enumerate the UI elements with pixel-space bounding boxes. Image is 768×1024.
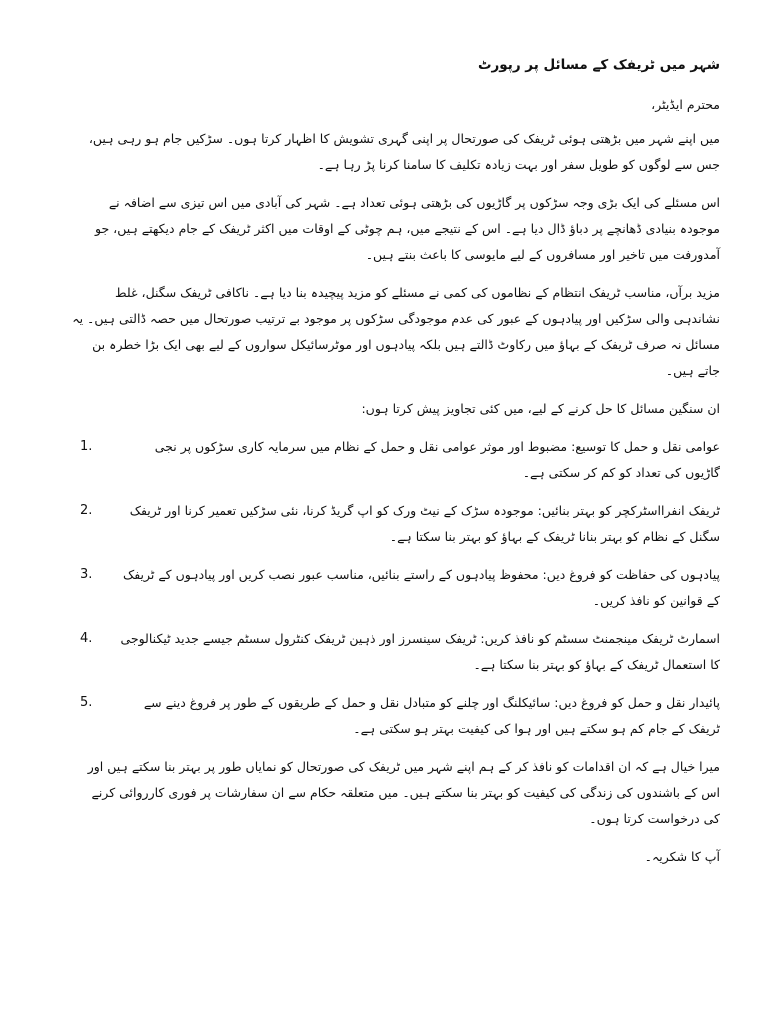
document-page [72,52,720,870]
suggestion-item-1 [72,434,720,486]
suggestion-item-3 [72,562,720,614]
suggestion-number: 5. [80,695,93,710]
suggestion-text: پائیدار نقل و حمل کو فروغ دیں: سائیکلنگ اور چلنے کو متبادل نقل و حمل کے طریقوں کے طور پر فروغ دینے سے ٹریفک کے جام کم ہو سکتے ہیں اور ہوا کی کیفیت بہتر ہو سکتی ہے۔ [143,695,720,736]
suggestion-number: 4. [80,631,93,646]
suggestions-intro: ان سنگین مسائل کا حل کرنے کے لیے، میں کئی تجاویز پیش کرتا ہوں: [361,401,720,416]
suggestion-item-5 [72,690,720,742]
suggestion-number: 1. [80,439,93,454]
salutation: محترم ایڈیٹر، [651,97,720,112]
closing-line: آپ کا شکریہ۔ [644,849,720,864]
suggestion-text: ٹریفک انفرااسٹرکچر کو بہتر بنائیں: موجودہ سڑک کے نیٹ ورک کو اپ گریڈ کرنا، نئی سڑکیں تعمیر کرنا اور ٹریفک سگنل کے نظام کو بہتر بنانا ٹریفک کے بہاؤ کو بہتر بنا سکتا ہے۔ [129,503,720,544]
conclusion-paragraph: میرا خیال ہے کہ ان اقدامات کو نافذ کر کے ہم اپنے شہر میں ٹریفک کی صورتحال کو نمایاں طور پر بہتر بنا سکتے ہیں اور اس کے باشندوں کی زندگی کی کیفیت کو بہتر بنا سکتے ہیں۔ میں متعلقہ حکام سے ان سفارشات پر فوری کارروائی کرنے کی درخواست کرتا ہوں۔ [87,759,720,826]
document-title: شہر میں ٹریفک کے مسائل پر رپورٹ [477,57,720,73]
suggestion-number: 2. [80,503,93,518]
paragraph-3: مزید برآں، مناسب ٹریفک انتظام کے نظاموں کی کمی نے مسئلے کو مزید پیچیدہ بنا دیا ہے۔ ناکافی ٹریفک سگنل، غلط نشاندہی والی سڑکیں اور پیادہوں کے عبور کی عدم موجودگی سڑکوں پر موجود بے ترتیب صورتحال میں حصہ ڈالتی ہیں۔ یہ مسائل نہ صرف ٹریفک کے بہاؤ میں رکاوٹ ڈالتے ہیں بلکہ پیادہوں اور موٹرسائیکل سواروں کے لیے بھی ایک بڑا خطرہ بن جاتے ہیں۔ [72,285,720,378]
suggestion-text: اسمارٹ ٹریفک مینجمنٹ سسٹم کو نافذ کریں: ٹریفک سینسرز اور ذہین ٹریفک کنٹرول سسٹم جیسے جدید ٹیکنالوجی کا استعمال ٹریفک کے بہاؤ کو بہتر بنا سکتا ہے۔ [120,631,720,672]
paragraph-1: میں اپنے شہر میں بڑھتی ہوئی ٹریفک کی صورتحال پر اپنی گہری تشویش کا اظہار کرتا ہوں۔ سڑکیں جام ہو رہی ہیں، جس سے لوگوں کو طویل سفر اور بہت زیادہ تکلیف کا سامنا کرنا پڑ رہا ہے۔ [88,131,720,172]
suggestion-number: 3. [80,567,93,582]
suggestion-text: عوامی نقل و حمل کا توسیع: مضبوط اور موثر عوامی نقل و حمل کے نظام میں سرمایہ کاری سڑکوں پر نجی گاڑیوں کی تعداد کو کم کر سکتی ہے۔ [154,439,720,480]
paragraph-2: اس مسئلے کی ایک بڑی وجہ سڑکوں پر گاڑیوں کی بڑھتی ہوئی تعداد ہے۔ شہر کی آبادی میں اس تیزی سے اضافہ نے موجودہ بنیادی ڈھانچے پر دباؤ ڈال دیا ہے۔ اس کے نتیجے میں، ہم چوٹی کے اوقات میں اکثر ٹریفک کے جام دیکھتے ہیں، جو آمدورفت میں تاخیر اور مسافروں کے لیے مایوسی کا باعث بنتے ہیں۔ [95,195,720,262]
suggestion-item-4 [72,626,720,678]
suggestion-item-2 [72,498,720,550]
suggestion-text: پیادہوں کی حفاظت کو فروغ دیں: محفوظ پیادہوں کے راستے بنائیں، مناسب عبور نصب کریں اور پیادہوں کے ٹریفک کے قوانین کو نافذ کریں۔ [123,567,720,608]
